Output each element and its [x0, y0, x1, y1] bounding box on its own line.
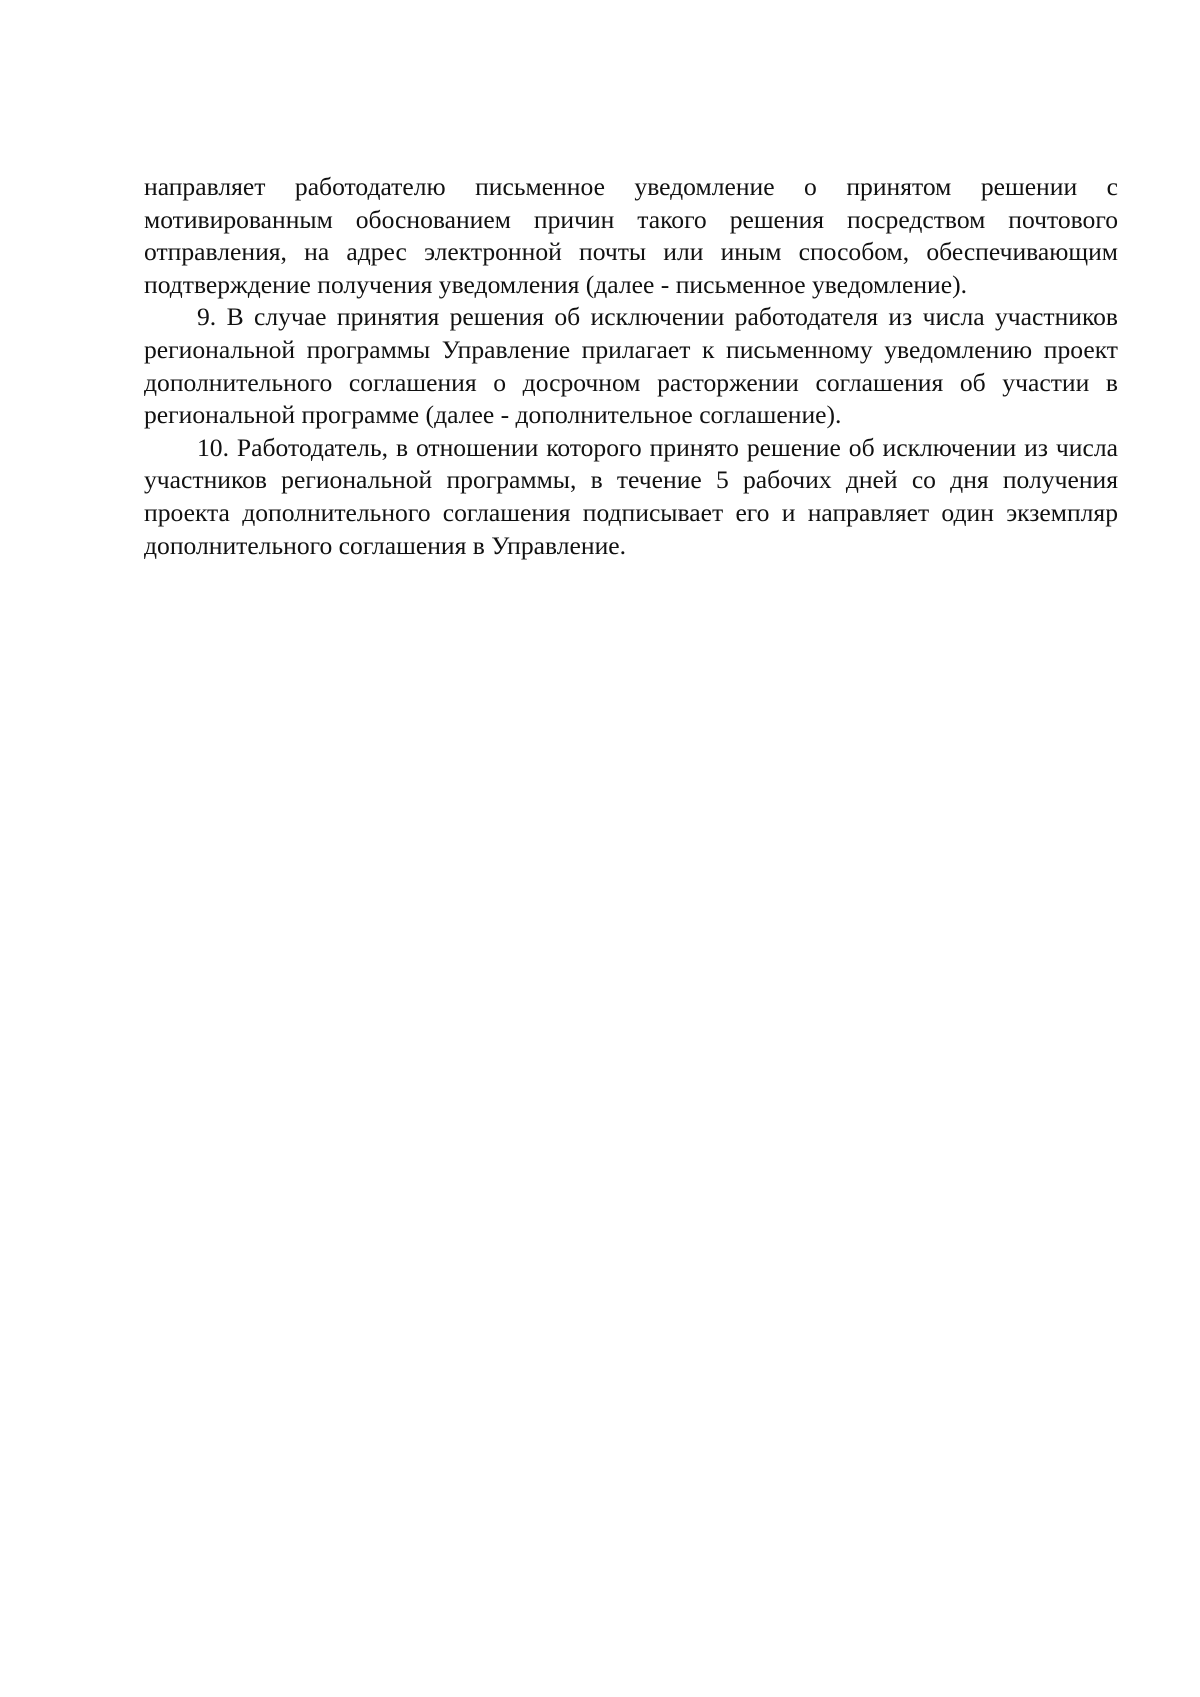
- paragraph-clause-9: 9. В случае принятия решения об исключении работодателя из числа участников региональной программы Управление прилагает к письменному уведомлению проект дополнительного соглашения о досрочном расторжении соглашения об участии в региональной программе (далее - дополнительное соглашение).: [144, 302, 1118, 430]
- document-body: [144, 171, 1118, 562]
- paragraph-clause-10: 10. Работодатель, в отношении которого принято решение об исключении из числа участников региональной программы, в течение 5 рабочих дней со дня получения проекта дополнительного соглашения подписывает его и направляет один экземпляр дополнительного соглашения в Управление.: [144, 432, 1118, 560]
- paragraph-continuation: направляет работодателю письменное уведомление о принятом решении с мотивированным обоснованием причин такого решения посредством почтового отправления, на адрес электронной почты или иным способом, обеспечивающим подтверждение получения уведомления (далее - письменное уведомление).: [144, 172, 1118, 299]
